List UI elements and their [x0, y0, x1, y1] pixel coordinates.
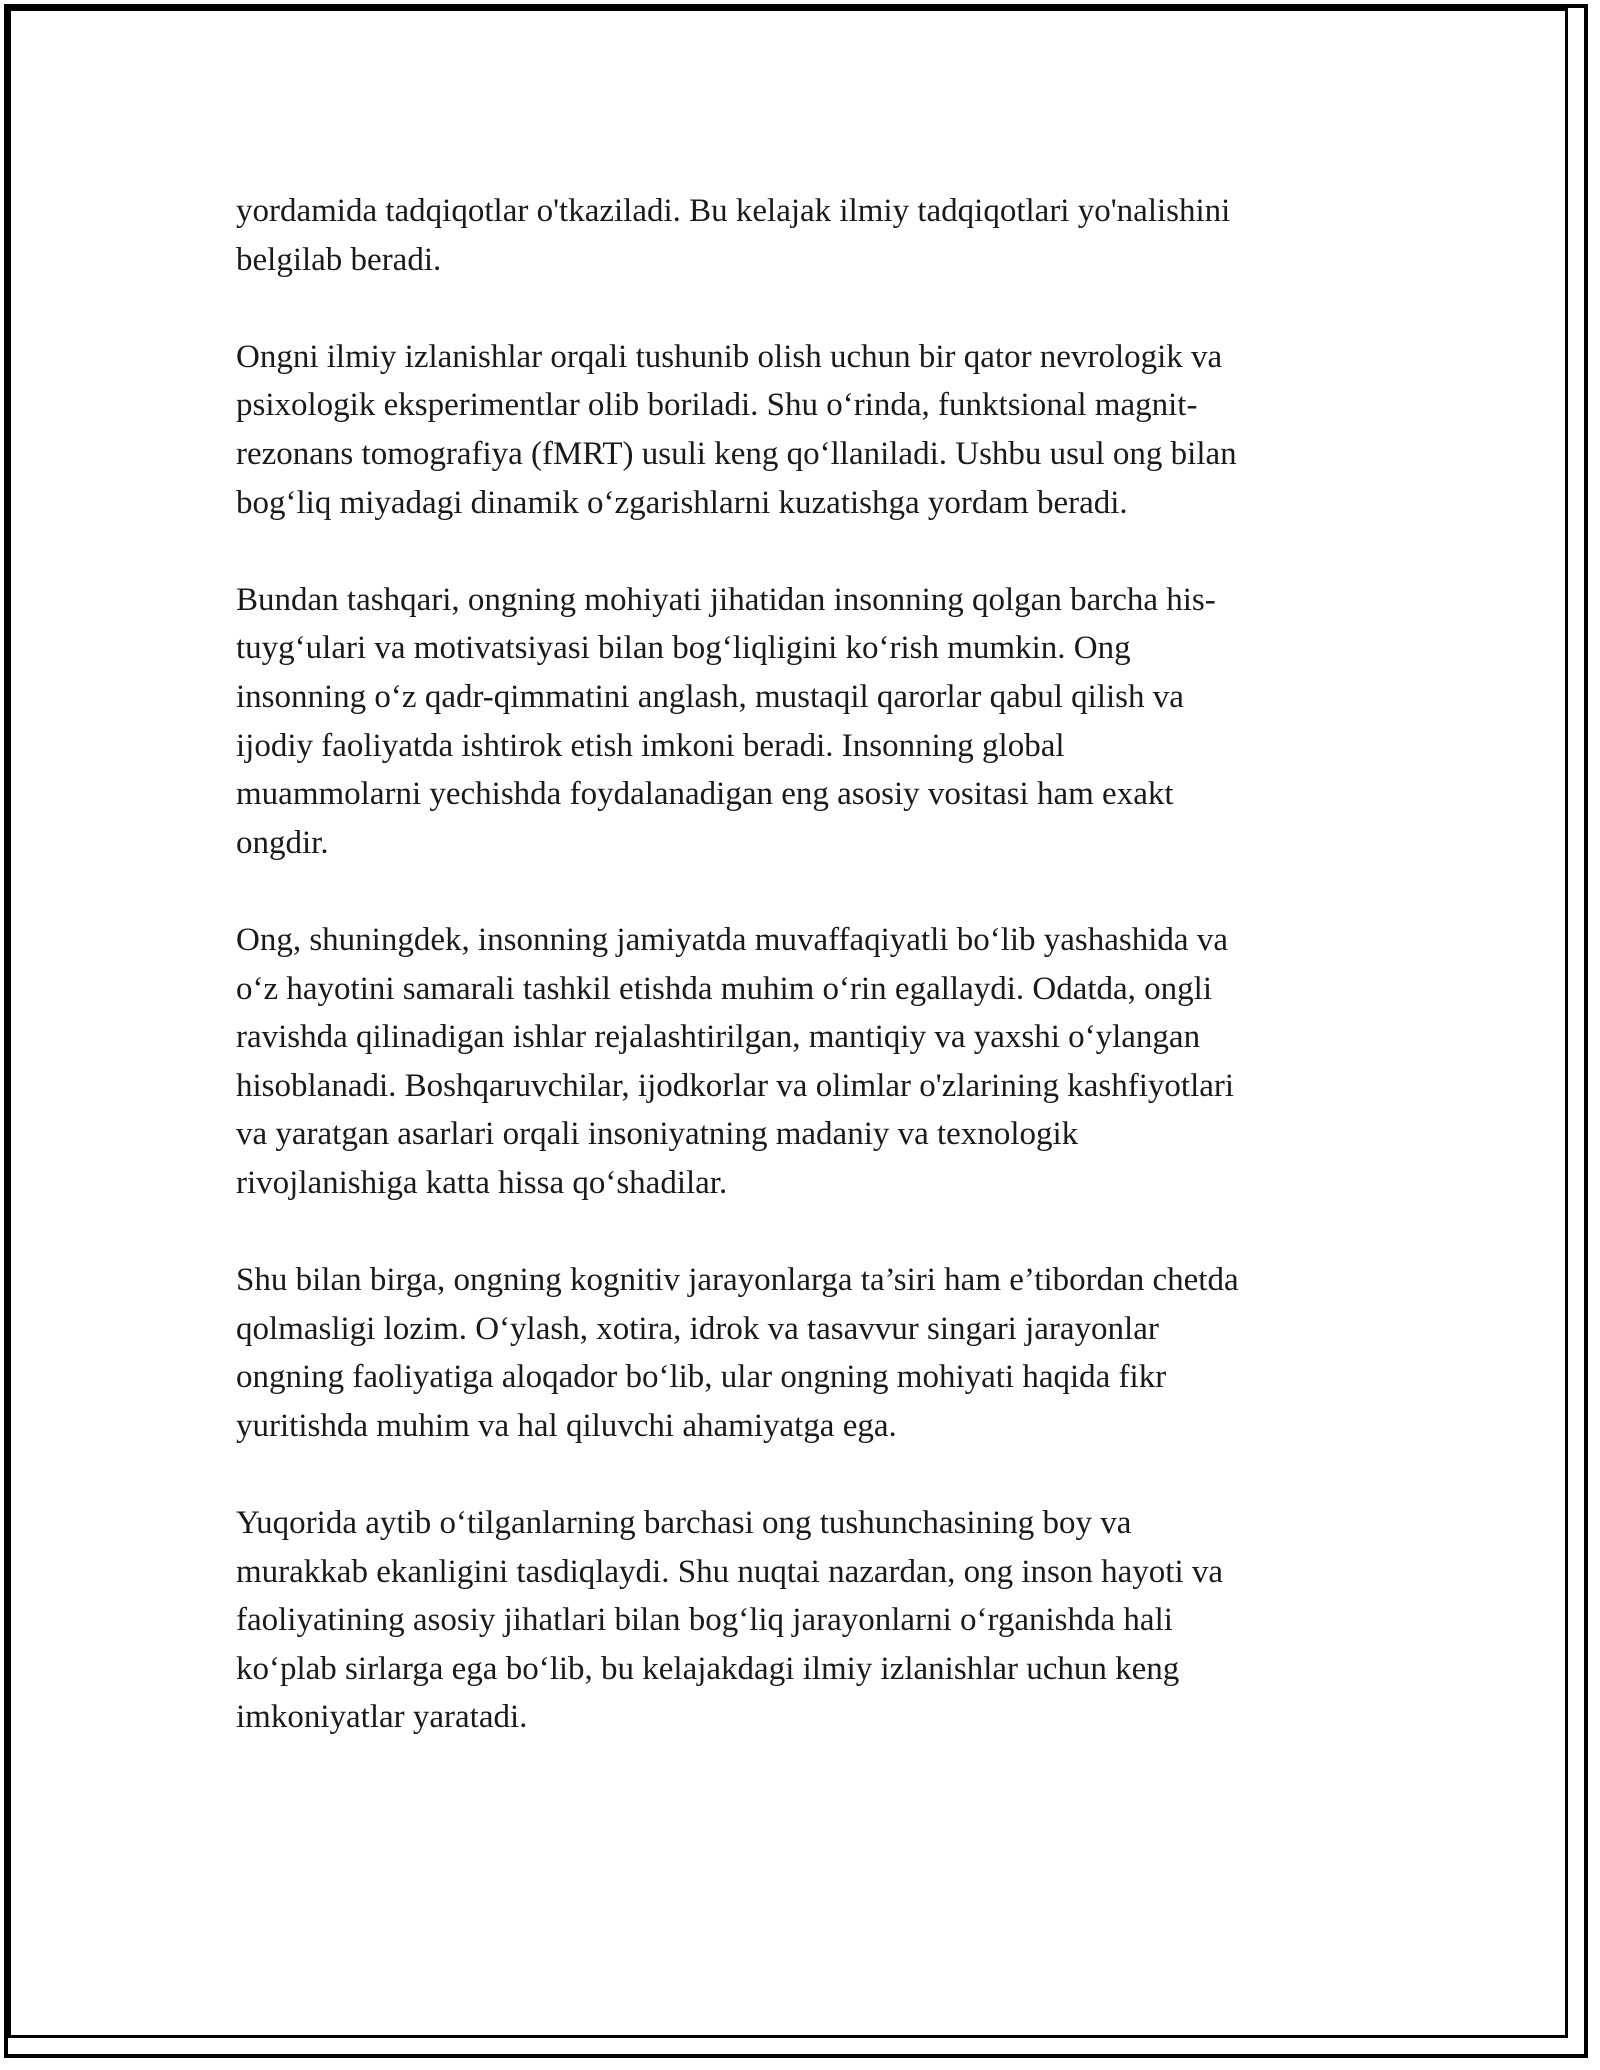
paragraph-1: yordamida tadqiqotlar o'tkaziladi. Bu kelajak ilmiy tadqiqotlari yo'nalishini belgilab beradi. [236, 193, 1231, 278]
paragraph-3: Bundan tashqari, ongning mohiyati jihatidan insonning qolgan barcha his- tuyg‘ulari va motivatsiyasi bilan bog‘liqligini ko‘rish mumkin. Ong insonning o‘z qadr-qimmatini anglash, mustaqil qarorlar qabul qilish va ijodiy faoliyatda ishtirok etish imkoni beradi. Insonning global muammolarni yechishda foydalanadigan eng asosiy vositasi ham exakt ongdir. [236, 581, 1216, 861]
document-body [236, 187, 1376, 1791]
paragraph-6: Yuqorida aytib o‘tilganlarning barchasi ong tushunchasining boy va murakkab ekanligini tasdiqlaydi. Shu nuqtai nazardan, ong inson hayoti va faoliyatining asosiy jihatlari bilan bog‘liq jarayonlarni o‘rganishda hali ko‘plab sirlarga ega bo‘lib, bu kelajakdagi ilmiy izlanishlar uchun keng imkoniyatlar yaratadi. [236, 1505, 1224, 1736]
paragraph-4: Ong, shuningdek, insonning jamiyatda muvaffaqiyatli bo‘lib yashashida va o‘z hayotini samarali tashkil etishda muhim o‘rin egallaydi. Odatda, ongli ravishda qilinadigan ishlar rejalashtirilgan, mantiqiy va yaxshi o‘ylangan hisoblanadi. Boshqaruvchilar, ijodkorlar va olimlar o'zlarining kashfiyotlari va yaratgan asarlari orqali insoniyatning madaniy va texnologik rivojlanishiga katta hissa qo‘shadilar. [236, 921, 1235, 1201]
paragraph-2: Ongni ilmiy izlanishlar orqali tushunib olish uchun bir qator nevrologik va psixologik eksperimentlar olib boriladi. Shu o‘rinda, funktsional magnit- rezonans tomografiya (fMRT) usuli keng qo‘llaniladi. Ushbu usul ong bilan bog‘liq miyadagi dinamik o‘zgarishlarni kuzatishga yordam beradi. [236, 338, 1237, 521]
paragraph-5: Shu bilan birga, ongning kognitiv jarayonlarga ta’siri ham e’tibordan chetda qolmasligi lozim. O‘ylash, xotira, idrok va tasavvur singari jarayonlar ongning faoliyatiga aloqador bo‘lib, ular ongning mohiyati haqida fikr yuritishda muhim va hal qiluvchi ahamiyatga ega. [236, 1262, 1239, 1444]
